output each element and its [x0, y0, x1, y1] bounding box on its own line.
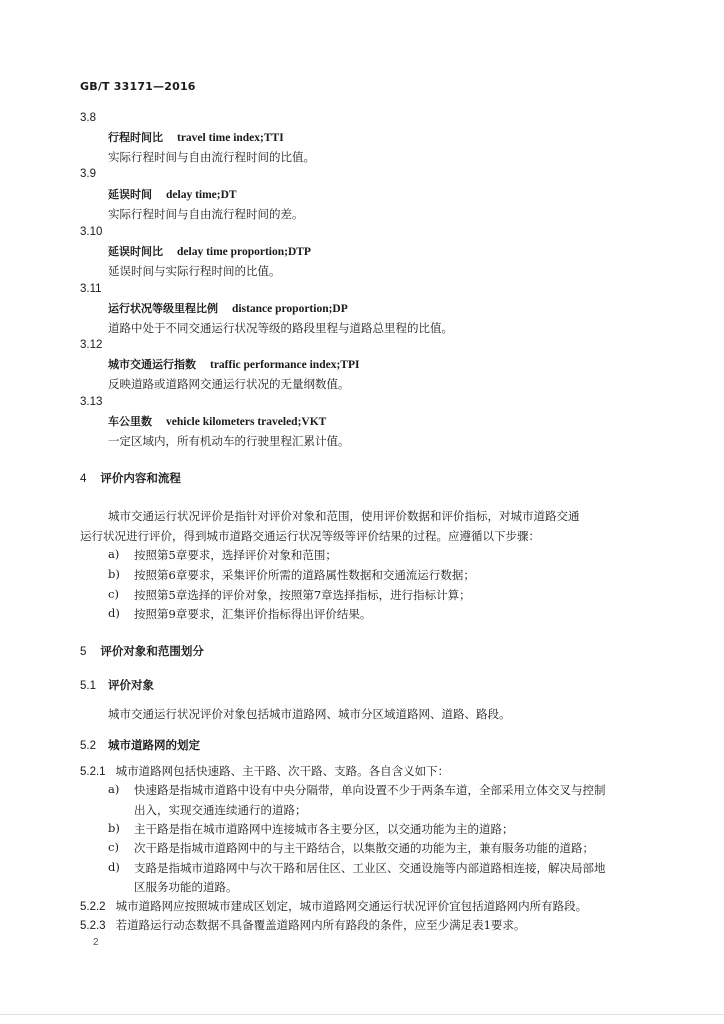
paragraph-line: 运行状况进行评价，得到城市道路交通运行状况等级等评价结果的过程。应遵循以下步骤：	[80, 529, 540, 543]
term-en: delay time;DT	[166, 189, 237, 201]
term-number: 3.13	[80, 396, 103, 408]
clause-text: 若道路运行动态数据不具备覆盖道路网内所有路段的条件，应至少满足表1要求。	[115, 918, 526, 932]
page-number: 2	[93, 937, 99, 948]
clause-text: 城市道路网应按照城市建成区划定，城市道路网交通运行状况评价宜包括道路网内所有路段。	[115, 899, 588, 913]
clause-5-2-2	[80, 898, 587, 914]
list-marker: b)	[108, 821, 120, 835]
term-en: delay time proportion;DTP	[177, 246, 311, 258]
list-item: 按照第6章要求，采集评价所需的道路属性数据和交通流运行数据；	[134, 568, 475, 582]
term-number: 3.12	[80, 339, 103, 351]
subsection-heading	[80, 677, 154, 693]
list-marker: d)	[108, 860, 120, 874]
standard-number: GB/T 33171—2016	[80, 80, 196, 93]
list-marker: c)	[108, 840, 119, 854]
subsection-title: 评价对象	[108, 678, 154, 692]
section-heading	[80, 643, 204, 659]
list-item: 次干路是指城市道路网中的与主干路结合，以集散交通的功能为主，兼有服务功能的道路；	[134, 841, 594, 855]
term-title	[108, 129, 284, 145]
term-number: 3.9	[80, 168, 96, 180]
list-item: 主干路是指在城市道路网中连接城市各主要分区，以交通功能为主的道路；	[134, 822, 514, 836]
term-definition: 延误时间与实际行程时间的比值。	[108, 264, 281, 278]
paragraph-line: 城市交通运行状况评价是指针对评价对象和范围，使用评价数据和评价指标，对城市道路交通	[108, 509, 580, 523]
subsection-title: 城市道路网的划定	[108, 738, 200, 752]
subsection-heading	[80, 737, 200, 753]
list-item: 快速路是指城市道路中设有中央分隔带，单向设置不少于两条车道，全部采用立体交叉与控制	[134, 783, 606, 797]
term-en: vehicle kilometers traveled;VKT	[166, 416, 327, 428]
section-heading	[80, 470, 181, 486]
list-item: 支路是指城市道路网中与次干路和居住区、工业区、交通设施等内部道路相连接，解决局部地	[134, 861, 606, 875]
subsection-number: 5.1	[80, 680, 96, 692]
clause-5-2-3	[80, 917, 525, 933]
list-marker: a)	[108, 547, 120, 561]
list-marker: c)	[108, 587, 119, 601]
page-edge-line	[0, 1014, 724, 1015]
term-en: distance proportion;DP	[232, 303, 348, 315]
clause-text: 城市道路网包括快速路、主干路、次干路、支路。各自含义如下：	[115, 764, 450, 778]
term-title	[108, 186, 237, 202]
term-number: 3.10	[80, 226, 103, 238]
term-definition: 一定区域内，所有机动车的行驶里程汇累计值。	[108, 434, 350, 448]
list-item-continuation: 区服务功能的道路。	[134, 880, 238, 894]
term-title	[108, 356, 359, 372]
section-number: 5	[80, 646, 87, 658]
term-definition: 实际行程时间与自由流行程时间的差。	[108, 207, 304, 221]
list-item-continuation: 出入，实现交通连续通行的道路；	[134, 803, 307, 817]
section-title: 评价内容和流程	[100, 471, 181, 485]
term-cn: 运行状况等级里程比例	[108, 302, 218, 315]
term-cn: 车公里数	[108, 415, 152, 428]
clause-number: 5.2.2	[80, 901, 106, 913]
clause-5-2-1	[80, 763, 449, 779]
list-item: 按照第9章要求，汇集评价指标得出评价结果。	[134, 607, 372, 621]
term-number: 3.8	[80, 112, 96, 124]
list-marker: b)	[108, 567, 120, 581]
term-en: traffic performance index;TPI	[210, 359, 360, 371]
term-title	[108, 300, 348, 316]
list-marker: a)	[108, 782, 120, 796]
term-title	[108, 413, 326, 429]
term-en: travel time index;TTI	[177, 132, 284, 144]
list-item: 按照第5章要求，选择评价对象和范围；	[134, 548, 337, 562]
term-cn: 延误时间	[108, 188, 152, 201]
paragraph: 城市交通运行状况评价对象包括城市道路网、城市分区域道路网、道路、路段。	[108, 707, 511, 721]
subsection-number: 5.2	[80, 740, 96, 752]
term-definition: 道路中处于不同交通运行状况等级的路段里程与道路总里程的比值。	[108, 321, 453, 335]
term-definition: 反映道路或道路网交通运行状况的无量纲数值。	[108, 377, 350, 391]
term-title	[108, 243, 311, 259]
term-definition: 实际行程时间与自由流行程时间的比值。	[108, 150, 315, 164]
term-cn: 城市交通运行指数	[108, 358, 196, 371]
clause-number: 5.2.1	[80, 766, 106, 778]
section-number: 4	[80, 473, 87, 485]
section-title: 评价对象和范围划分	[100, 644, 204, 658]
list-item: 按照第5章选择的评价对象，按照第7章选择指标，进行指标计算；	[134, 588, 471, 602]
term-number: 3.11	[80, 283, 102, 295]
clause-number: 5.2.3	[80, 920, 106, 932]
term-cn: 行程时间比	[108, 131, 163, 144]
term-cn: 延误时间比	[108, 245, 163, 258]
list-marker: d)	[108, 606, 120, 620]
